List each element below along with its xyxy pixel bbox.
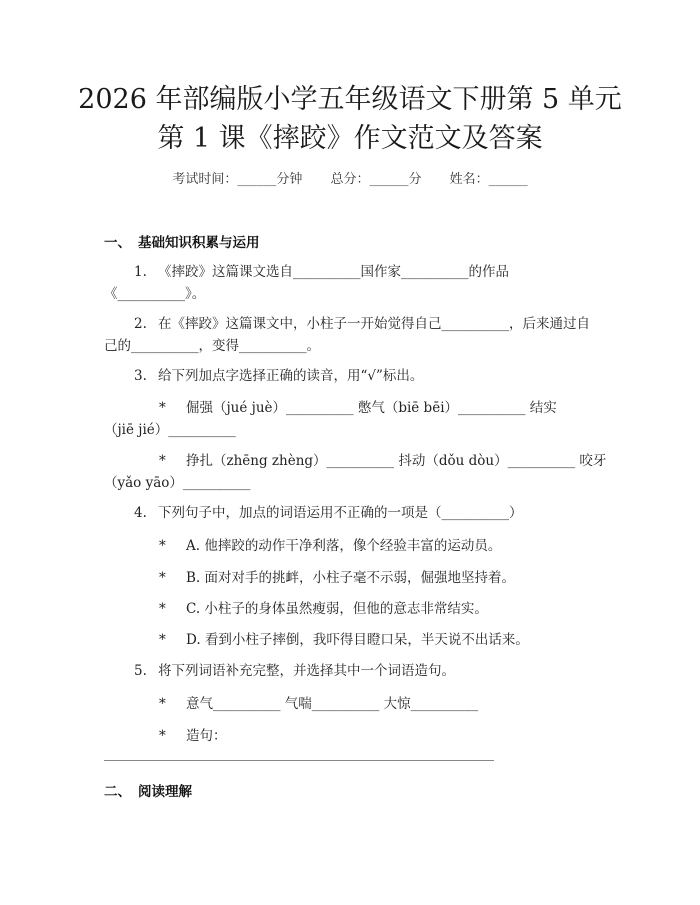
question-3-item-2-line1: 挣扎（zhēng zhèng）__________ 抖动（dǒu dòu）__________ 咬牙 xyxy=(186,453,607,469)
question-4-option-a xyxy=(159,536,502,556)
question-4-number: 4. xyxy=(134,505,147,521)
question-1-text-line2: 《__________》。 xyxy=(104,286,206,302)
question-3 xyxy=(134,366,424,386)
bullet-marker: * xyxy=(159,570,166,586)
question-3-item-2 xyxy=(159,451,607,471)
question-3-item-1-line2: （jiē jié）__________ xyxy=(104,422,236,438)
exam-name: 姓名：______ xyxy=(449,172,528,187)
question-5-item-1-text: 意气__________ 气喘__________ 大惊__________ xyxy=(186,696,479,712)
question-4-option-a-text: A. 他摔跤的动作干净利落，像个经验丰富的运动员。 xyxy=(186,538,502,554)
question-3-item-2-line2: （yǎo yāo）__________ xyxy=(104,475,251,491)
question-4-option-b-text: B. 面对对手的挑衅，小柱子毫不示弱，倔强地坚持着。 xyxy=(186,570,516,586)
exam-time: 考试时间：______分钟 xyxy=(172,172,303,187)
question-5-item-2-text: 造句： xyxy=(186,728,227,744)
question-3-item-1-line1: 倔强（jué juè）__________ 憋气（biē bēi）__________ 结实 xyxy=(186,400,557,416)
exam-meta xyxy=(0,168,700,187)
question-2-number: 2. xyxy=(134,316,147,332)
question-4 xyxy=(134,503,523,523)
question-5-item-2 xyxy=(159,726,227,746)
bullet-marker: * xyxy=(159,632,166,648)
question-4-option-c-text: C. 小柱子的身体虽然瘦弱，但他的意志非常结实。 xyxy=(186,601,488,617)
question-4-option-c xyxy=(159,599,488,619)
question-4-option-d-text: D. 看到小柱子摔倒，我吓得目瞪口呆，半天说不出话来。 xyxy=(186,632,529,648)
question-5-item-1 xyxy=(159,694,479,714)
section-2-number: 二、 xyxy=(104,784,131,800)
question-5 xyxy=(134,661,455,681)
document-title-line1: 2026 年部编版小学五年级语文下册第 5 单元 xyxy=(78,84,622,115)
section-1-number: 一、 xyxy=(104,235,131,251)
section-1-heading xyxy=(104,231,260,251)
exam-score: 总分：______分 xyxy=(330,172,422,187)
question-4-text: 下列句子中，加点的词语运用不正确的一项是（__________） xyxy=(158,505,523,521)
question-5-number: 5. xyxy=(134,663,147,679)
bullet-marker: * xyxy=(159,538,166,554)
section-2-heading xyxy=(104,780,192,800)
sentence-answer-line xyxy=(104,760,494,761)
question-1-text-line1: 《摔跤》这篇课文选自__________国作家__________的作品 xyxy=(158,264,509,280)
bullet-marker: * xyxy=(159,728,166,744)
question-3-text: 给下列加点字选择正确的读音，用“√”标出。 xyxy=(158,368,424,384)
question-3-item-1 xyxy=(159,398,557,418)
question-1 xyxy=(134,262,509,282)
question-4-option-d xyxy=(159,630,529,650)
document-title-line2: 第 1 课《摔跤》作文范文及答案 xyxy=(157,123,543,154)
bullet-marker: * xyxy=(159,696,166,712)
bullet-marker: * xyxy=(159,453,166,469)
question-2-text-line1: 在《摔跤》这篇课文中，小柱子一开始觉得自己__________，后来通过自 xyxy=(158,316,590,332)
question-1-number: 1. xyxy=(134,264,147,280)
question-3-number: 3. xyxy=(134,368,147,384)
question-2-text-line2: 己的__________，变得__________。 xyxy=(104,338,320,354)
question-5-text: 将下列词语补充完整，并选择其中一个词语造句。 xyxy=(158,663,455,679)
bullet-marker: * xyxy=(159,601,166,617)
section-2-title: 阅读理解 xyxy=(138,784,192,800)
bullet-marker: * xyxy=(159,400,166,416)
question-2 xyxy=(134,314,590,334)
section-1-title: 基础知识积累与运用 xyxy=(138,235,260,251)
question-4-option-b xyxy=(159,568,516,588)
